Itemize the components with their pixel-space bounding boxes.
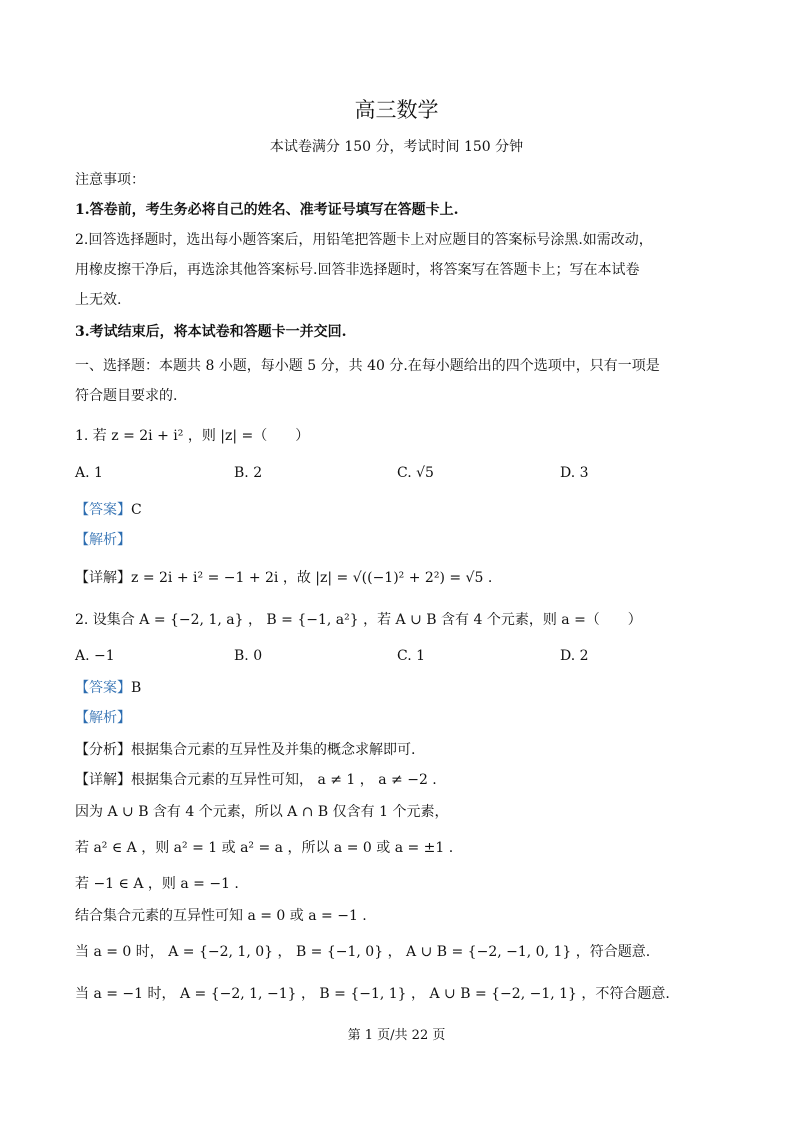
note-1: 1.答卷前，考生务必将自己的姓名、准考证号填写在答题卡上.	[75, 202, 459, 218]
question-2-option-d: D. 2	[560, 648, 589, 664]
question-1-option-c: C. √5	[397, 465, 434, 481]
answer-value: B	[131, 680, 142, 696]
analysis-tag: 【解析】	[75, 710, 131, 726]
solution-line-2: 若 a² ∈ A ，则 a² = 1 或 a² = a ，所以 a = 0 或 a = ±1 .	[75, 840, 454, 856]
question-2-detail	[75, 770, 437, 790]
detail-text: z = 2i + i² = −1 + 2i ，故 |z| = √((−1)² + 2²) = √5 .	[131, 570, 493, 586]
note-3: 3.考试结束后，将本试卷和答题卡一并交回.	[75, 324, 347, 340]
question-2-analysis	[75, 708, 131, 728]
question-2-answer	[75, 678, 141, 698]
solution-line-1: 因为 A ∪ B 含有 4 个元素，所以 A ∩ B 仅含有 1 个元素，	[75, 804, 449, 820]
note-2-line-1: 2.回答选择题时，选出每小题答案后，用铅笔把答题卡上对应题目的答案标号涂黑.如需改动，	[75, 232, 653, 248]
exam-info: 本试卷满分 150 分，考试时间 150 分钟	[269, 139, 524, 155]
solution-line-4: 结合集合元素的互异性可知 a = 0 或 a = −1 .	[75, 908, 367, 924]
detail-tag: 【详解】	[75, 570, 131, 586]
fenxi-text: 根据集合元素的互异性及并集的概念求解即可.	[131, 742, 416, 758]
question-1-analysis	[75, 530, 131, 550]
question-1-answer	[75, 500, 142, 520]
question-1-detail	[75, 568, 492, 588]
solution-line-5: 当 a = 0 时， A = {−2, 1, 0} ， B = {−1, 0} ， A ∪ B = {−2, −1, 0, 1} ，符合题意.	[75, 944, 651, 960]
question-1-option-a: A. 1	[75, 465, 103, 481]
section-heading-line-1: 一、选择题：本题共 8 小题，每小题 5 分，共 40 分.在每小题给出的四个选项中，只有一项是	[75, 358, 660, 374]
answer-value: C	[131, 502, 142, 518]
detail-tag: 【详解】	[75, 772, 131, 788]
page-number: 第 1 页/共 22 页	[347, 1028, 446, 1043]
fenxi-tag: 【分析】	[75, 742, 131, 758]
analysis-tag: 【解析】	[75, 532, 131, 548]
answer-tag: 【答案】	[75, 680, 131, 696]
note-2-line-3: 上无效.	[75, 292, 122, 308]
notes-heading: 注意事项：	[75, 172, 145, 188]
detail-text: 根据集合元素的互异性可知， a ≠ 1 ， a ≠ −2 .	[131, 772, 437, 788]
question-2-stem: 2. 设集合 A = {−2, 1, a} ， B = {−1, a²} ，若 A ∪ B 含有 4 个元素，则 a =（ ）	[75, 612, 642, 628]
answer-tag: 【答案】	[75, 502, 131, 518]
solution-line-6: 当 a = −1 时， A = {−2, 1, −1} ， B = {−1, 1} ， A ∪ B = {−2, −1, 1} ，不符合题意.	[75, 986, 670, 1002]
question-2-option-c: C. 1	[397, 648, 426, 664]
solution-line-3: 若 −1 ∈ A ，则 a = −1 .	[75, 876, 239, 892]
question-2-option-a: A. −1	[75, 648, 115, 664]
section-heading-line-2: 符合题目要求的.	[75, 388, 178, 404]
page-title: 高三数学	[354, 98, 439, 122]
question-2-fenxi	[75, 740, 415, 760]
note-2-line-2: 用橡皮擦干净后，再选涂其他答案标号.回答非选择题时，将答案写在答题卡上；写在本试卷	[75, 262, 640, 278]
question-1-option-b: B. 2	[234, 465, 263, 481]
question-2-option-b: B. 0	[234, 648, 263, 664]
question-1-stem: 1. 若 z = 2i + i² ，则 |z| =（ ）	[75, 428, 310, 444]
question-1-option-d: D. 3	[560, 465, 589, 481]
